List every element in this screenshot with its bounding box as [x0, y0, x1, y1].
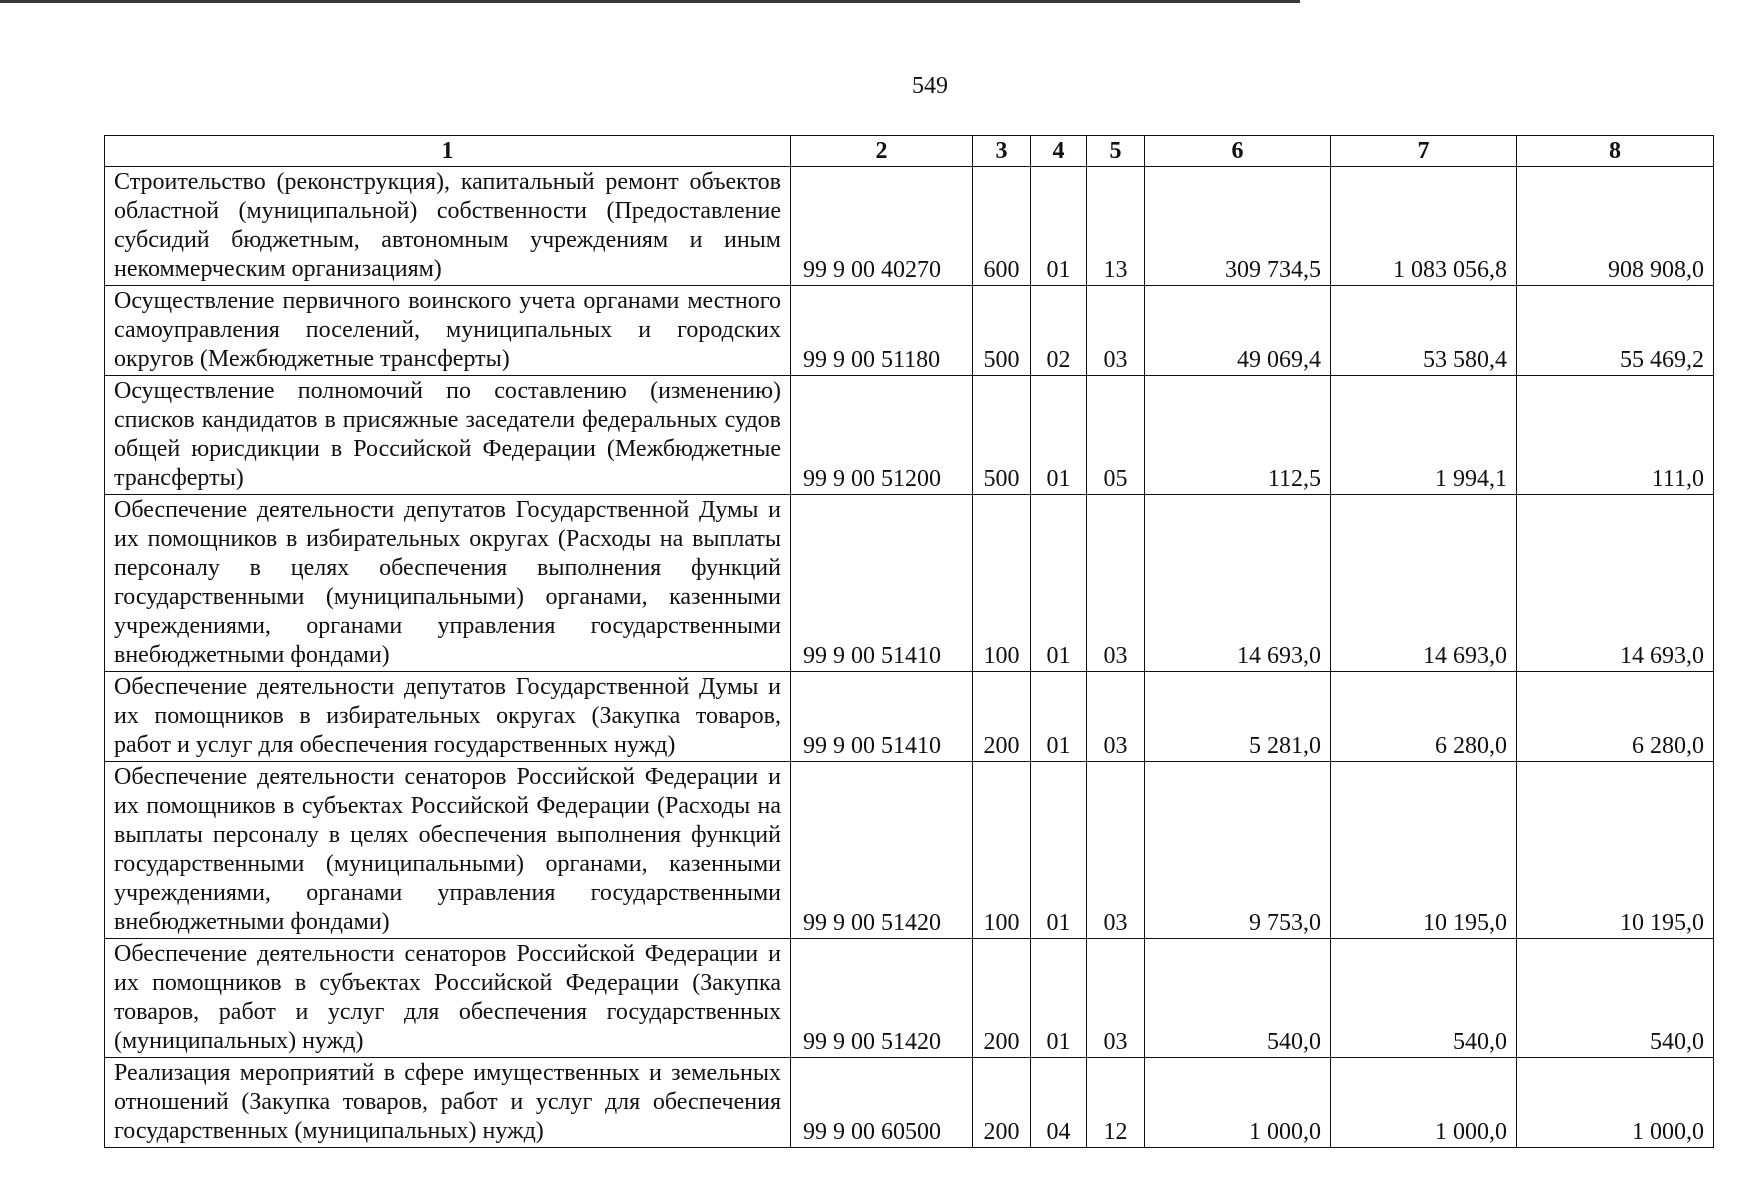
row-amount-col-7: 1 000,0 [1331, 1058, 1517, 1148]
table-row [105, 167, 1714, 286]
row-target-code: 99 9 00 51410 [791, 495, 973, 672]
row-amount-col-6: 9 753,0 [1145, 762, 1331, 939]
row-description: Обеспечение деятельности депутатов Государственной Думы и их помощников в избирательных округах (Расходы на выплаты персоналу в целях обеспечения выполнения функций государственными (муниципальными) органами, казенными учреждениями, органами управления государственными внебюджетными фондами) [105, 495, 791, 672]
row-amount-col-7: 1 083 056,8 [1331, 167, 1517, 286]
row-expense-type: 200 [973, 1058, 1031, 1148]
header-col-1: 1 [105, 136, 791, 167]
row-target-code: 99 9 00 60500 [791, 1058, 973, 1148]
header-col-3: 3 [973, 136, 1031, 167]
row-section: 01 [1031, 495, 1087, 672]
row-amount-col-6: 309 734,5 [1145, 167, 1331, 286]
row-target-code: 99 9 00 51180 [791, 286, 973, 376]
row-expense-type: 500 [973, 286, 1031, 376]
row-target-code: 99 9 00 51200 [791, 376, 973, 495]
row-amount-col-7: 53 580,4 [1331, 286, 1517, 376]
row-subsection: 05 [1087, 376, 1145, 495]
row-expense-type: 500 [973, 376, 1031, 495]
table-row [105, 495, 1714, 672]
row-target-code: 99 9 00 51420 [791, 762, 973, 939]
table-body [105, 167, 1714, 1148]
row-section: 02 [1031, 286, 1087, 376]
row-subsection: 03 [1087, 939, 1145, 1058]
row-amount-col-6: 112,5 [1145, 376, 1331, 495]
budget-table [104, 135, 1714, 1148]
row-amount-col-7: 14 693,0 [1331, 495, 1517, 672]
header-row [105, 136, 1714, 167]
row-amount-col-8: 908 908,0 [1517, 167, 1714, 286]
header-col-6: 6 [1145, 136, 1331, 167]
table-row [105, 1058, 1714, 1148]
page-number: 549 [912, 73, 948, 99]
row-description: Обеспечение деятельности депутатов Государственной Думы и их помощников в избирательных округах (Закупка товаров, работ и услуг для обеспечения государственных нужд) [105, 672, 791, 762]
row-amount-col-7: 6 280,0 [1331, 672, 1517, 762]
row-subsection: 03 [1087, 762, 1145, 939]
row-expense-type: 600 [973, 167, 1031, 286]
table-row [105, 672, 1714, 762]
table-row [105, 376, 1714, 495]
row-subsection: 12 [1087, 1058, 1145, 1148]
row-amount-col-6: 49 069,4 [1145, 286, 1331, 376]
row-expense-type: 200 [973, 939, 1031, 1058]
row-amount-col-7: 540,0 [1331, 939, 1517, 1058]
table-row [105, 939, 1714, 1058]
row-amount-col-7: 1 994,1 [1331, 376, 1517, 495]
row-section: 01 [1031, 672, 1087, 762]
row-target-code: 99 9 00 51420 [791, 939, 973, 1058]
row-expense-type: 100 [973, 495, 1031, 672]
row-amount-col-6: 14 693,0 [1145, 495, 1331, 672]
row-section: 01 [1031, 376, 1087, 495]
row-target-code: 99 9 00 51410 [791, 672, 973, 762]
row-amount-col-6: 540,0 [1145, 939, 1331, 1058]
row-expense-type: 200 [973, 672, 1031, 762]
row-subsection: 03 [1087, 672, 1145, 762]
row-subsection: 03 [1087, 286, 1145, 376]
row-description: Обеспечение деятельности сенаторов Российской Федерации и их помощников в субъектах Российской Федерации (Расходы на выплаты персоналу в целях обеспечения выполнения функций государственными (муниципальными) органами, казенными учреждениями, органами управления государственными внебюджетными фондами) [105, 762, 791, 939]
row-subsection: 13 [1087, 167, 1145, 286]
row-amount-col-8: 10 195,0 [1517, 762, 1714, 939]
row-amount-col-6: 5 281,0 [1145, 672, 1331, 762]
row-target-code: 99 9 00 40270 [791, 167, 973, 286]
row-amount-col-7: 10 195,0 [1331, 762, 1517, 939]
row-section: 04 [1031, 1058, 1087, 1148]
header-col-5: 5 [1087, 136, 1145, 167]
row-description: Осуществление полномочий по составлению (изменению) списков кандидатов в присяжные заседатели федеральных судов общей юрисдикции в Российской Федерации (Межбюджетные трансферты) [105, 376, 791, 495]
header-col-2: 2 [791, 136, 973, 167]
row-description: Реализация мероприятий в сфере имущественных и земельных отношений (Закупка товаров, работ и услуг для обеспечения государственных (муниципальных) нужд) [105, 1058, 791, 1148]
row-description: Обеспечение деятельности сенаторов Российской Федерации и их помощников в субъектах Российской Федерации (Закупка товаров, работ и услуг для обеспечения государственных (муниципальных) нужд) [105, 939, 791, 1058]
row-amount-col-8: 111,0 [1517, 376, 1714, 495]
row-section: 01 [1031, 762, 1087, 939]
row-amount-col-8: 540,0 [1517, 939, 1714, 1058]
row-description: Осуществление первичного воинского учета органами местного самоуправления поселений, муниципальных и городских округов (Межбюджетные трансферты) [105, 286, 791, 376]
table-row [105, 762, 1714, 939]
row-amount-col-8: 6 280,0 [1517, 672, 1714, 762]
top-scan-rule [0, 0, 1300, 3]
row-description: Строительство (реконструкция), капитальный ремонт объектов областной (муниципальной) собственности (Предоставление субсидий бюджетным, автономным учреждениям и иным некоммерческим организациям) [105, 167, 791, 286]
row-amount-col-8: 55 469,2 [1517, 286, 1714, 376]
row-subsection: 03 [1087, 495, 1145, 672]
row-amount-col-8: 1 000,0 [1517, 1058, 1714, 1148]
header-col-8: 8 [1517, 136, 1714, 167]
row-section: 01 [1031, 939, 1087, 1058]
table-row [105, 286, 1714, 376]
row-section: 01 [1031, 167, 1087, 286]
header-col-4: 4 [1031, 136, 1087, 167]
table-header [105, 136, 1714, 167]
row-amount-col-6: 1 000,0 [1145, 1058, 1331, 1148]
row-expense-type: 100 [973, 762, 1031, 939]
header-col-7: 7 [1331, 136, 1517, 167]
row-amount-col-8: 14 693,0 [1517, 495, 1714, 672]
